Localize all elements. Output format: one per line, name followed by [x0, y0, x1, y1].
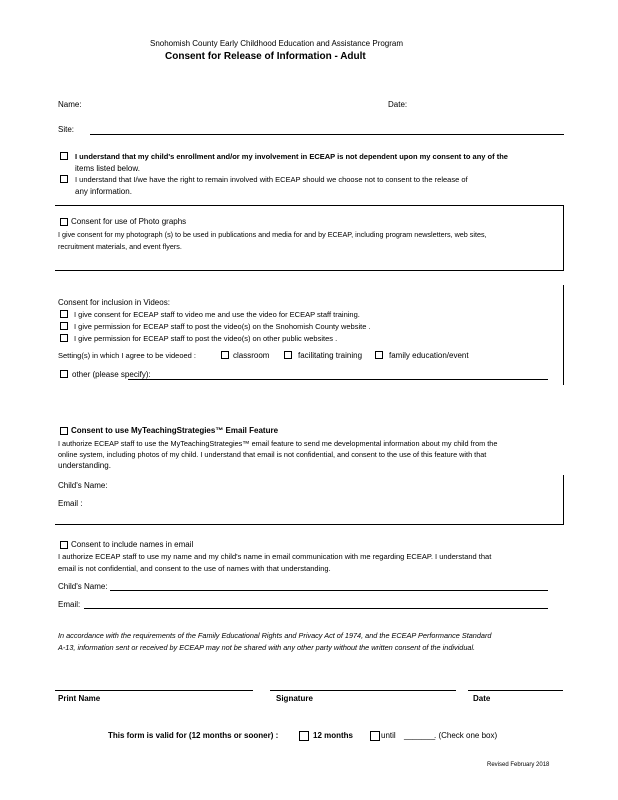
understand-text-2b: any information. [75, 187, 132, 196]
videos-title: Consent for inclusion in Videos: [58, 298, 170, 307]
validity-until-label: until [381, 731, 396, 740]
header-line1: Snohomish County Early Childhood Education and Assistance Program [150, 39, 404, 48]
date-sig-label: Date [473, 694, 491, 703]
video-option-3: I give permission for ECEAP staff to post the video(s) on other public websites . [74, 334, 338, 343]
photos-text-1: I give consent for my photograph (s) to be used in publications and media for and by ECEAP, including program newsletters, web sites, [58, 230, 487, 239]
photos-checkbox[interactable] [60, 218, 68, 226]
understand-text-1b: items listed below. [75, 164, 140, 173]
names-email-text-1: I authorize ECEAP staff to use my name and my child's name in email communication with me regarding ECEAP. I understand that [58, 552, 492, 561]
setting-other-checkbox[interactable] [60, 370, 68, 378]
names-child-label: Child's Name: [58, 582, 108, 591]
validity-12-months-checkbox[interactable] [299, 731, 309, 741]
site-field[interactable] [90, 134, 564, 135]
video-checkbox-3[interactable] [60, 334, 68, 342]
signature-line[interactable] [270, 690, 456, 691]
teaching-child-label: Child's Name: [58, 481, 108, 490]
ferpa-text-2: A-13, information sent or received by ECEAP may not be shared with any other party without the written consent of the individual. [58, 643, 476, 652]
video-checkbox-1[interactable] [60, 310, 68, 318]
validity-12-months-label: 12 months [313, 731, 354, 740]
setting-classroom-label: classroom [233, 351, 270, 360]
photos-text-2: recruitment materials, and event flyers. [58, 242, 182, 251]
date-line[interactable] [468, 690, 563, 691]
settings-label: Setting(s) in which I agree to be videoed : [58, 351, 196, 360]
setting-training-checkbox[interactable] [284, 351, 292, 359]
validity-prefix: This form is valid for (12 months or sooner) : [108, 731, 279, 740]
validity-until-checkbox[interactable] [370, 731, 380, 741]
names-email-title: Consent to include names in email [71, 540, 194, 549]
teaching-right-border [563, 475, 564, 525]
teaching-text-3: understanding. [58, 461, 111, 470]
validity-until-blank[interactable]: _______ [404, 731, 436, 740]
understand-checkbox-2[interactable] [60, 175, 68, 183]
setting-family-checkbox[interactable] [375, 351, 383, 359]
understand-checkbox-1[interactable] [60, 152, 68, 160]
revised-date: Revised February 2018 [487, 762, 550, 768]
video-checkbox-2[interactable] [60, 322, 68, 330]
setting-other-label: other (please specify): [72, 370, 151, 379]
name-label: Name: [58, 100, 82, 109]
ferpa-text-1: In accordance with the requirements of the Family Educational Rights and Privacy Act of 1974, and the ECEAP Performance Standard [58, 631, 492, 640]
site-label: Site: [58, 125, 75, 134]
teaching-checkbox[interactable] [60, 427, 68, 435]
signature-label: Signature [276, 694, 313, 703]
names-child-field[interactable] [110, 590, 548, 591]
validity-suffix: . (Check one box) [434, 731, 498, 740]
video-option-1: I give consent for ECEAP staff to video me and use the video for ECEAP staff training. [74, 310, 360, 319]
form-title: Consent for Release of Information - Adult [165, 51, 366, 62]
teaching-title: Consent to use MyTeachingStrategies™ Email Feature [71, 426, 279, 435]
video-option-2: I give permission for ECEAP staff to post the video(s) on the Snohomish County website . [74, 322, 371, 331]
names-email-field[interactable] [84, 608, 548, 609]
setting-training-label: facilitating training [298, 351, 363, 360]
print-name-line[interactable] [55, 690, 253, 691]
teaching-text-1: I authorize ECEAP staff to use the MyTeachingStrategies™ email feature to send me developmental information about my child from the [58, 439, 498, 448]
photos-title: Consent for use of Photo graphs [71, 217, 187, 226]
teaching-text-2: online system, including photos of my child. I understand that email is not confidential, and consent to the use of this feature with that [58, 450, 487, 459]
names-email-label: Email: [58, 600, 81, 609]
names-email-text-2: email is not confidential, and consent to the use of names with that understanding. [58, 564, 331, 573]
understand-text-2: I understand that I/we have the right to remain involved with ECEAP should we choose not to consent to the release of [75, 175, 468, 184]
understand-text-1: I understand that my child's enrollment and/or my involvement in ECEAP is not dependent upon my consent to any of the [75, 152, 508, 161]
names-email-checkbox[interactable] [60, 541, 68, 549]
other-specify-field[interactable] [128, 379, 548, 380]
teaching-bottom-border [55, 524, 563, 525]
setting-classroom-checkbox[interactable] [221, 351, 229, 359]
date-label: Date: [388, 100, 408, 109]
videos-border [563, 285, 564, 385]
setting-family-label: family education/event [389, 351, 469, 360]
print-name-label: Print Name [58, 694, 101, 703]
teaching-email-label: Email : [58, 499, 83, 508]
